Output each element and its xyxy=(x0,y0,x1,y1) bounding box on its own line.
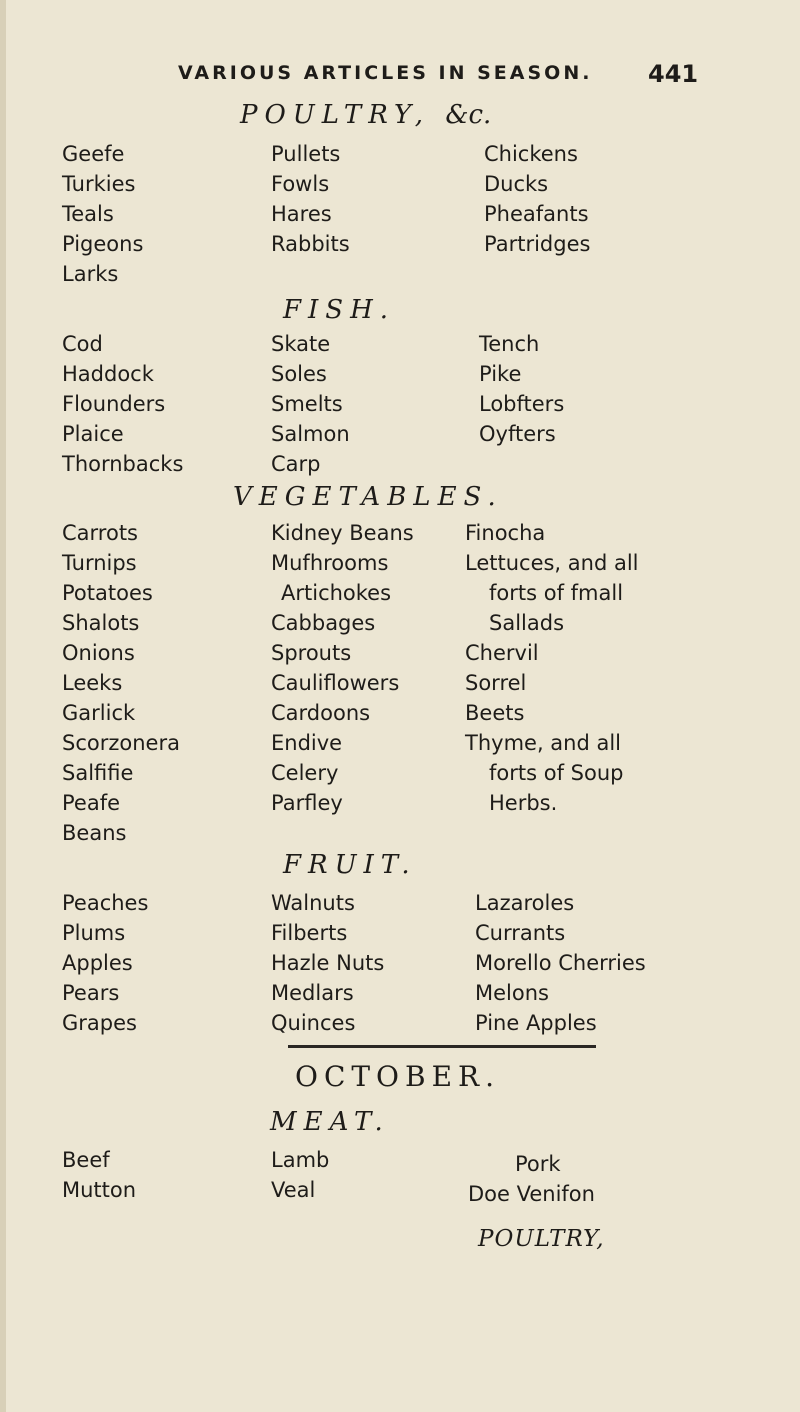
list-item: Flounders xyxy=(62,392,166,416)
list-item: Filberts xyxy=(271,921,348,945)
running-head: VARIOUS ARTICLES IN SEASON. xyxy=(178,62,593,84)
list-item: Peafe xyxy=(62,791,121,815)
list-item: Beef xyxy=(62,1148,110,1172)
list-item: Shalots xyxy=(62,611,140,635)
list-item: Cabbages xyxy=(271,611,376,635)
list-item: Tench xyxy=(479,332,540,356)
list-item: Cod xyxy=(62,332,103,356)
list-item: Partridges xyxy=(484,232,591,256)
list-item: Kidney Beans xyxy=(271,521,414,545)
list-item: Finocha xyxy=(465,521,546,545)
list-item: Lettuces, and all xyxy=(465,551,639,575)
page-edge xyxy=(0,0,6,1412)
list-item: Scorzonera xyxy=(62,731,180,755)
month-heading: OCTOBER. xyxy=(295,1060,501,1093)
list-item: Sallads xyxy=(489,611,565,635)
list-item: Sorrel xyxy=(465,671,527,695)
page-number: 441 xyxy=(648,60,699,88)
list-item: Teals xyxy=(62,202,114,226)
list-item: Grapes xyxy=(62,1011,137,1035)
list-item: Skate xyxy=(271,332,331,356)
list-item: Lamb xyxy=(271,1148,330,1172)
list-item: Pork xyxy=(515,1152,561,1176)
list-item: Hares xyxy=(271,202,332,226)
list-item: Salmon xyxy=(271,422,350,446)
list-item: Peaches xyxy=(62,891,149,915)
list-item: Oyfters xyxy=(479,422,556,446)
poultry-heading-text: POULTRY, xyxy=(240,100,431,130)
section-rule xyxy=(288,1045,596,1048)
list-item: Celery xyxy=(271,761,339,785)
list-item: forts of fmall xyxy=(489,581,624,605)
list-item: Pigeons xyxy=(62,232,144,256)
list-item: Pine Apples xyxy=(475,1011,597,1035)
list-item: Apples xyxy=(62,951,133,975)
list-item: Lobfters xyxy=(479,392,565,416)
list-item: Soles xyxy=(271,362,327,386)
list-item: Plums xyxy=(62,921,126,945)
list-item: Haddock xyxy=(62,362,154,386)
list-item: Onions xyxy=(62,641,135,665)
list-item: Turnips xyxy=(62,551,137,575)
list-item: Artichokes xyxy=(281,581,392,605)
list-item: Cardoons xyxy=(271,701,371,725)
list-item: Salfifie xyxy=(62,761,134,785)
list-item: Thyme, and all xyxy=(465,731,622,755)
poultry-heading xyxy=(240,100,491,130)
list-item: Pheafants xyxy=(484,202,589,226)
list-item: Endive xyxy=(271,731,343,755)
list-item: Mutton xyxy=(62,1178,137,1202)
list-item: Rabbits xyxy=(271,232,350,256)
list-item: Beans xyxy=(62,821,127,845)
list-item: Larks xyxy=(62,262,119,286)
list-item: Pullets xyxy=(271,142,341,166)
list-item: Plaice xyxy=(62,422,124,446)
list-item: Ducks xyxy=(484,172,549,196)
poultry-heading-suffix: &c. xyxy=(445,100,492,130)
list-item: Melons xyxy=(475,981,549,1005)
catchword: POULTRY, xyxy=(478,1226,605,1252)
list-item: Geefe xyxy=(62,142,125,166)
fish-heading: FISH. xyxy=(283,295,396,325)
list-item: Garlick xyxy=(62,701,136,725)
list-item: Cauliflowers xyxy=(271,671,400,695)
list-item: Parfley xyxy=(271,791,343,815)
list-item: Carrots xyxy=(62,521,138,545)
list-item: Quinces xyxy=(271,1011,356,1035)
list-item: Morello Cherries xyxy=(475,951,646,975)
list-item: Medlars xyxy=(271,981,354,1005)
list-item: Mufhrooms xyxy=(271,551,389,575)
list-item: Thornbacks xyxy=(62,452,184,476)
list-item: Smelts xyxy=(271,392,343,416)
list-item: Sprouts xyxy=(271,641,352,665)
list-item: Fowls xyxy=(271,172,330,196)
meat-heading: MEAT. xyxy=(270,1107,390,1137)
list-item: Doe Venifon xyxy=(468,1182,595,1206)
list-item: Veal xyxy=(271,1178,316,1202)
list-item: Pike xyxy=(479,362,522,386)
list-item: Pears xyxy=(62,981,120,1005)
list-item: forts of Soup xyxy=(489,761,624,785)
list-item: Chickens xyxy=(484,142,578,166)
list-item: Herbs. xyxy=(489,791,558,815)
list-item: Beets xyxy=(465,701,525,725)
list-item: Turkies xyxy=(62,172,136,196)
list-item: Carp xyxy=(271,452,321,476)
list-item: Walnuts xyxy=(271,891,355,915)
list-item: Lazaroles xyxy=(475,891,575,915)
list-item: Chervil xyxy=(465,641,539,665)
vegetables-heading: VEGETABLES. xyxy=(233,482,503,512)
list-item: Currants xyxy=(475,921,566,945)
fruit-heading: FRUIT. xyxy=(283,850,417,880)
list-item: Potatoes xyxy=(62,581,153,605)
list-item: Hazle Nuts xyxy=(271,951,385,975)
list-item: Leeks xyxy=(62,671,123,695)
